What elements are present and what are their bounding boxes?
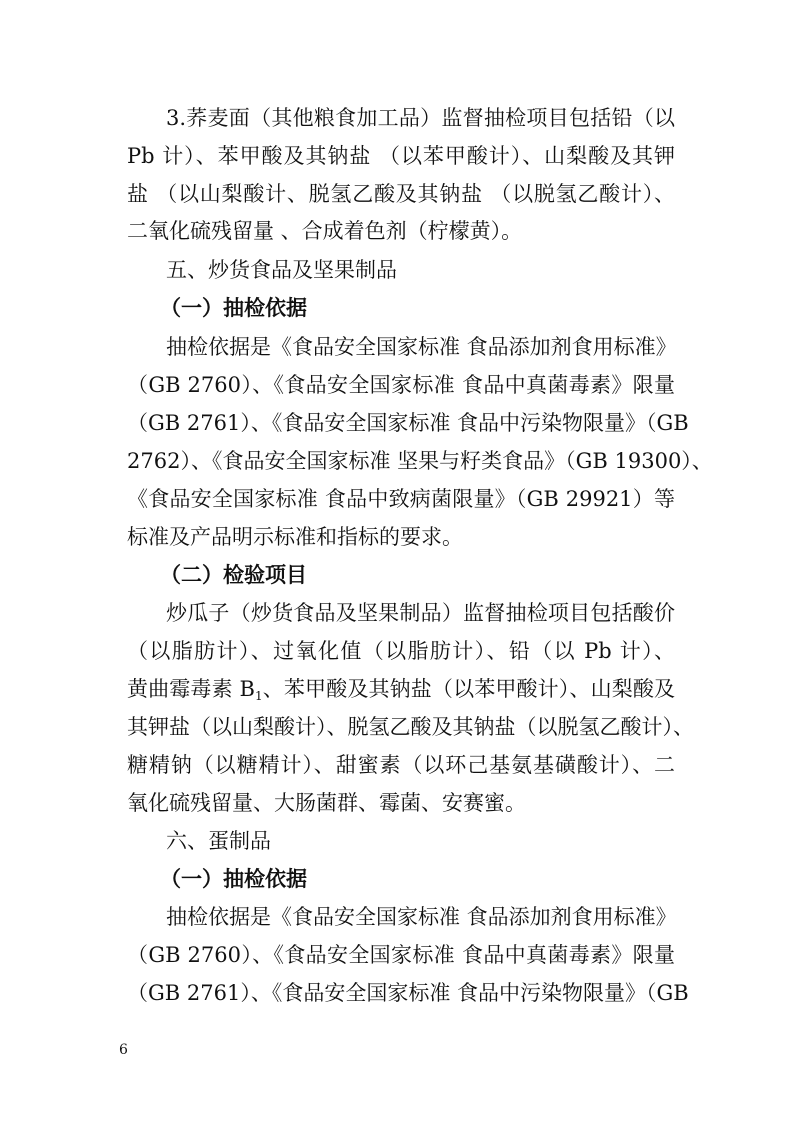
subsection-heading: （二）检验项目 [160, 563, 307, 587]
section-heading: 六、蛋制品 [166, 829, 271, 853]
paragraph-line: （GB 2761）、《食品安全国家标准 食品中污染物限量》（GB [127, 981, 689, 1005]
paragraph-line: （GB 2761）、《食品安全国家标准 食品中污染物限量》（GB [127, 411, 689, 435]
subsection-heading: （一）抽检依据 [160, 296, 307, 320]
paragraph-line: 《食品安全国家标准 食品中致病菌限量》（GB 29921）等 [127, 487, 675, 511]
paragraph-line: 抽检依据是《食品安全国家标准 食品添加剂食用标准》 [166, 335, 677, 359]
subscript: 1 [254, 689, 263, 703]
section-heading: 五、炒货食品及坚果制品 [166, 258, 397, 282]
paragraph-line: 其钾盐（以山梨酸计）、脱氢乙酸及其钠盐（以脱氢乙酸计）、 [127, 715, 694, 739]
paragraph-line: （GB 2760）、《食品安全国家标准 食品中真菌毒素》限量 [127, 373, 675, 397]
paragraph-line: 抽检依据是《食品安全国家标准 食品添加剂食用标准》 [166, 905, 677, 929]
paragraph-line: 盐 （以山梨酸计、脱氢乙酸及其钠盐 （以脱氢乙酸计）、 [127, 182, 675, 206]
page-number: 6 [119, 1042, 128, 1058]
subsection-heading: （一）抽检依据 [160, 867, 307, 891]
paragraph-line: 炒瓜子（炒货食品及坚果制品）监督抽检项目包括酸价 [166, 601, 675, 625]
text-run: 黄曲霉毒素 B [127, 677, 255, 701]
paragraph-line: 2762）、《食品安全国家标准 坚果与籽类食品》（GB 19300）、 [127, 449, 713, 473]
text-run: 、苯甲酸及其钠盐（以苯甲酸计）、山梨酸及 [262, 677, 676, 701]
paragraph-line: 标准及产品明示标准和指标的要求。 [127, 525, 463, 549]
paragraph-line: Pb 计）、苯甲酸及其钠盐 （以苯甲酸计）、山梨酸及其钾 [127, 144, 675, 168]
paragraph-line: 二氧化硫残留量 、合成着色剂（柠檬黄）。 [127, 219, 523, 243]
paragraph-line [127, 676, 675, 702]
paragraph-line: 氧化硫残留量、大肠菌群、霉菌、安赛蜜。 [127, 791, 526, 815]
paragraph-line: （GB 2760）、《食品安全国家标准 食品中真菌毒素》限量 [127, 943, 675, 967]
paragraph-line: 糖精钠（以糖精计）、甜蜜素（以环己基氨基磺酸计）、二 [127, 753, 675, 777]
paragraph-line: 3.荞麦面（其他粮食加工品）监督抽检项目包括铅（以 [166, 106, 675, 130]
paragraph-line: （以脂肪计）、过氧化值（以脂肪计）、铅（以 Pb 计）、 [127, 639, 675, 663]
